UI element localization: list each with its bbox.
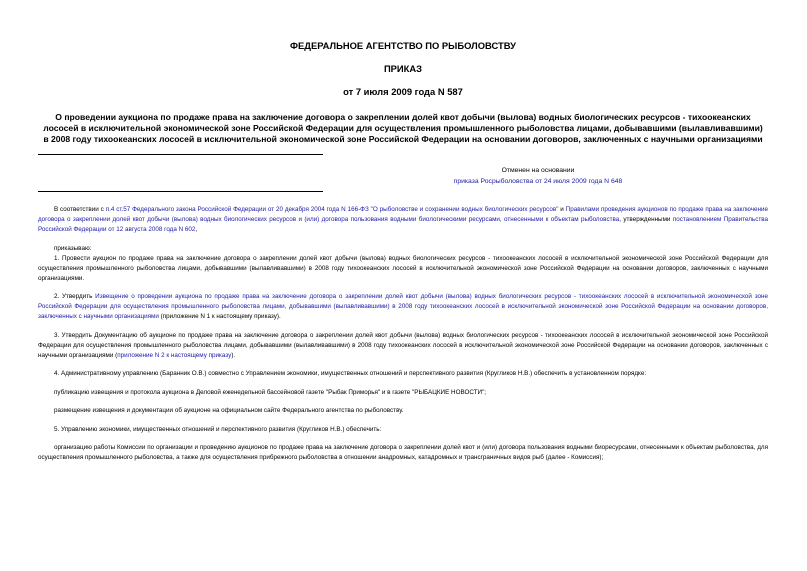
preamble-text-3: , утвержденными [619, 216, 673, 223]
cancellation-note [173, 165, 633, 187]
item-3-text-1: 3. Утвердить Документацию об аукционе по продаже права на заключение договора о закреплении долей квот добычи (вылова) водных биологических ресурсов - тихоокеанских лососей в исключительной экономической зоне Российской Федерации для осуществления промышленного рыболовства лицами, добывавшими (вылавливавшими) в 2008 году тихоокеанских лососей в исключительной экономической зоне Российской Федерации на основании договоров, заключенных с научными организациями ( [38, 331, 768, 359]
document-date-number: от 7 июля 2009 года N 587 [343, 86, 463, 97]
item-4-subparagraph-2: размещение извещения и документации об аукционе на официальном сайте Федерального агентства по рыболовству. [54, 407, 404, 414]
preamble-text-1: В соответствии с [54, 206, 106, 213]
document-body [38, 205, 768, 463]
item-3-paragraph [38, 331, 768, 361]
item-2-paragraph [38, 292, 768, 322]
appendix-2-link[interactable]: приложение N 2 к настоящему приказу [117, 351, 232, 359]
item-3-text-2: ). [231, 351, 236, 359]
item-2-text-1: 2. Утвердить [54, 293, 96, 300]
law-link[interactable]: п.4 ст.57 Федерального закона Российской Федерации от 20 декабря 2004 года N 166-ФЗ "О рыболовстве и сохранении водных биологических ресурсов" [105, 206, 559, 213]
cancellation-link[interactable]: приказа Росрыболовства от 24 июля 2009 года N 648 [453, 178, 623, 185]
resolution-link[interactable]: постановлением Правительства Российской Федерации от 12 августа 2008 года N 602 [38, 216, 769, 233]
item-1-paragraph: 1. Провести аукцион по продаже права на заключение договора о закреплении долей квот добычи (вылова) водных биологических ресурсов - тихоокеанских лососей в исключительной экономической зоне Российской Федерации для осуществления промышленного рыболовства лицами, добывавшими (вылавливавшими) в 2008 году тихоокеанских лососей в исключительной экономической зоне Российской Федерации на основании договоров, заключенных с научными организациями. [38, 254, 768, 282]
document-type: ПРИКАЗ [383, 63, 423, 74]
agency-heading: ФЕДЕРАЛЬНОЕ АГЕНТСТВО ПО РЫБОЛОВСТВУ [290, 40, 516, 51]
preamble-paragraph [38, 205, 768, 235]
divider-bottom [38, 191, 323, 192]
preamble-text-2: и [558, 206, 566, 213]
notice-link[interactable]: Извещение о проведении аукциона по продаже права на заключение договора о закреплении долей квот добычи (вылова) водных биологических ресурсов - тихоокеанских лососей в исключительной экономической зоне Российской Федерации для осуществления промышленного рыболовства лицами, добывавшими (вылавливавшими) в 2008 году тихоокеанских лососей в исключительной экономической зоне Российской Федерации на основании договоров, заключенных с научными организациями [38, 293, 769, 320]
document-page [38, 40, 768, 463]
item-5-paragraph: 5. Управлению экономики, имущественных отношений и перспективного развития (Кругликов Н.В.) обеспечить: [54, 425, 382, 433]
item-5-subparagraph-1: организацию работы Комиссии по организации и проведению аукционов по продаже права на заключение договора о закреплении долей квот и (или) договора пользования водными биоресурсами, отнесенными к объектам рыболовства, для осуществления промышленного рыболовства, а также для осуществления прибрежного рыболовства в отношении анадромных, катадромных и трансграничных видов рыб (далее - Комиссия); [38, 444, 768, 461]
item-2-text-2: (приложение N 1 к настоящему приказу). [158, 313, 281, 320]
document-title: О проведении аукциона по продаже права на заключение договора о закреплении долей квот добычи (вылова) водных биологических ресурсов - тихоокеанских лососей в исключительной экономической зоне Российской Федерации для осуществления промышленного рыболовства лицами, добывавшими (вылавливавшими) в 2008 году тихоокеанских лососей в исключительной экономической зоне Российской Федерации на основании договоров, заключенных с научными организациями [43, 112, 763, 144]
preamble-text-4: , [195, 226, 198, 233]
divider-top [38, 154, 323, 155]
rules-link[interactable]: Правилами проведения аукционов по продаже права на заключение договора о закреплении долей квот добычи (вылова) водных биологических ресурсов и (или) договора пользования водными биологическими ресурсами, отнесенными к объектам рыболовства [38, 206, 768, 223]
cancellation-line1: Отменен на основании [501, 167, 575, 174]
item-4-paragraph: 4. Административному управлению (Баранник О.В.) совместно с Управлением экономики, имущественных отношений и перспективного развития (Кругликов Н.В.) обеспечить в установленном порядке: [54, 370, 647, 377]
order-word: приказываю: [54, 244, 92, 252]
item-4-subparagraph-1: публикацию извещения и протокола аукциона в Деловой еженедельной бассейновой газете "Рыбак Приморья" и в газете "РЫБАЦКИЕ НОВОСТИ"; [54, 388, 487, 396]
